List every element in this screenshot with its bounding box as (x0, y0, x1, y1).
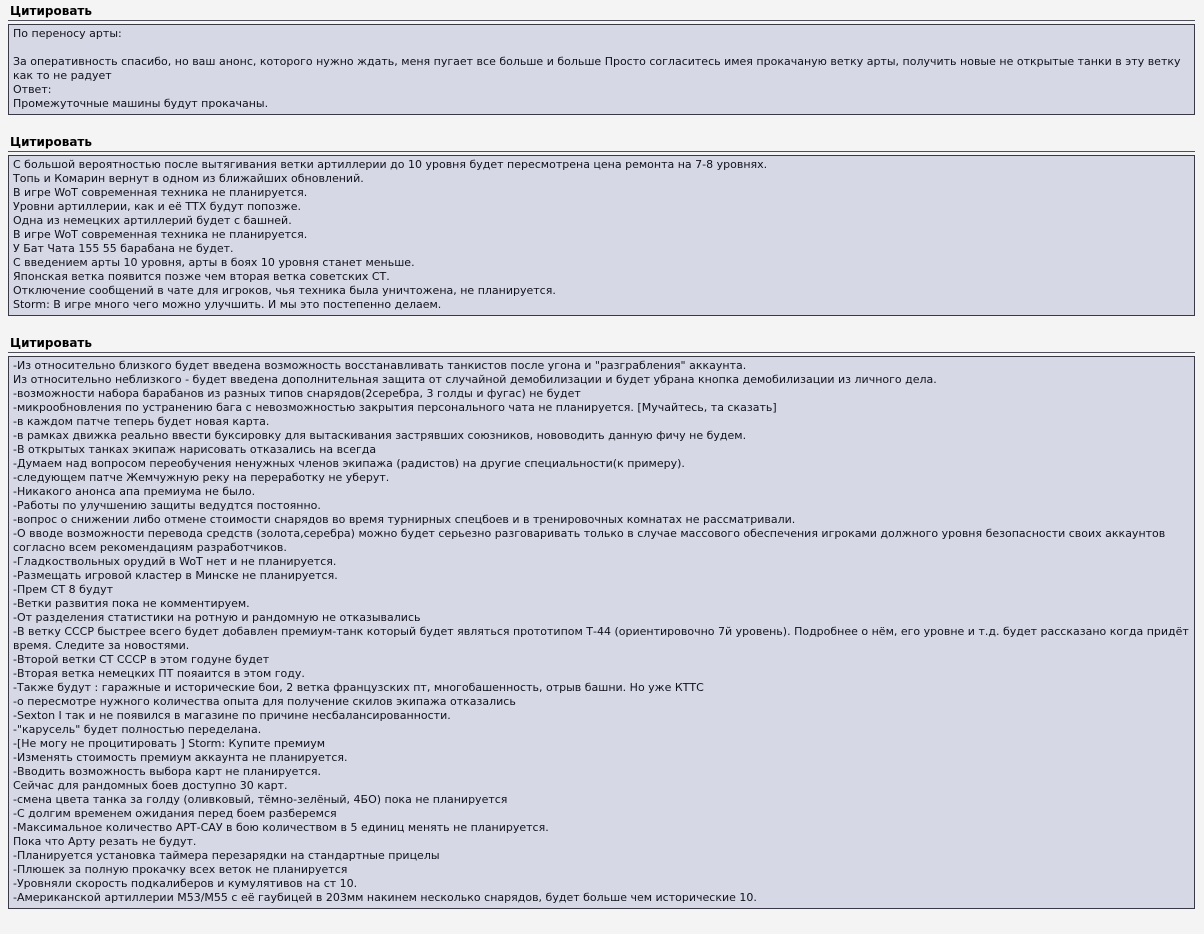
quote-line: -Американской артиллерии М53/М55 с её гаубицей в 203мм накинем несколько снарядов, будет больше чем исторические 10. (13, 891, 757, 904)
quote-header[interactable]: Цитировать (8, 335, 1195, 353)
quote-line: С большой вероятностью после вытягивания ветки артиллерии до 10 уровня будет пересмотрена цена ремонта на 7-8 уровнях. (13, 158, 768, 171)
quote-line: Сейчас для рандомных боев доступно 30 карт. (13, 779, 288, 792)
quote-body (8, 24, 1195, 115)
quote-line: -Размещать игровой кластер в Минске не планируется. (13, 569, 338, 582)
quote-header[interactable]: Цитировать (8, 3, 1195, 21)
quote-line: Ответ: (13, 83, 52, 96)
quote-line: Одна из немецких артиллерий будет с башней. (13, 214, 292, 227)
quote-line: -"карусель" будет полностью переделана. (13, 723, 262, 736)
quote-section-3 (8, 335, 1195, 909)
quote-line: -С долгим временем ожидания перед боем разберемся (13, 807, 337, 820)
quote-line: -Второй ветки СТ СССР в этом годуне будет (13, 653, 270, 666)
quote-line: -Также будут : гаражные и исторические бои, 2 ветка французских пт, многобашенность, отрыв башни. Но уже КТТС (13, 681, 704, 694)
quote-line: -Вводить возможность выбора карт не планируется. (13, 765, 321, 778)
quote-body (8, 356, 1195, 909)
quote-line: -Работы по улучшению защиты ведудтся постоянно. (13, 499, 321, 512)
quote-line: -о пересмотре нужного количества опыта для получение скилов экипажа отказались (13, 695, 516, 708)
quote-line: -В ветку СССР быстрее всего будет добавлен премиум-танк который будет являться прототипом Т-44 (ориентировочно 7й уровень). Подробнее о нём, его уровне и т.д. будет рассказано когда придёт время. Следите за новостями. (13, 625, 1193, 652)
quote-header[interactable]: Цитировать (8, 134, 1195, 152)
quote-body (8, 155, 1195, 316)
quote-line: -в рамках движка реально ввести буксировку для вытаскивания застрявших союзников, нововодить данную фичу не будем. (13, 429, 747, 442)
quote-line: -Ветки развития пока не комментируем. (13, 597, 250, 610)
quote-line: Отключение сообщений в чате для игроков, чья техника была уничтожена, не планируется. (13, 284, 556, 297)
quote-line: Пока что Арту резать не будут. (13, 835, 197, 848)
quote-line: Японская ветка появится позже чем вторая ветка советских СТ. (13, 270, 390, 283)
quote-line: -О вводе возможности перевода средств (золота,серебра) можно будет серьезно разговаривать только в случае массового обеспечения игроками должного уровня безопасности своих аккаунтов согласно всем рекомендациям разработчиков. (13, 527, 1169, 554)
quote-line: -микрообновления по устранению бага с невозможностью закрытия персонального чата не планируется. [Мучайтесь, та сказать] (13, 401, 777, 414)
quote-line: -Вторая ветка немецких ПТ пояаится в этом году. (13, 667, 305, 680)
quote-line: -Гладкоствольных орудий в WoT нет и не планируется. (13, 555, 337, 568)
quote-line: Storm: В игре много чего можно улучшить. И мы это постепенно делаем. (13, 298, 442, 311)
quote-line: -в каждом патче теперь будет новая карта. (13, 415, 270, 428)
quote-line: По переносу арты: (13, 27, 122, 40)
quote-line: -следующем патче Жемчужную реку на переработку не уберут. (13, 471, 390, 484)
quote-line: Промежуточные машины будут прокачаны. (13, 97, 269, 110)
quote-line: -вопрос о снижении либо отмене стоимости снарядов во время турнирных спецбоев и в тренировочных комнатах не рассматривали. (13, 513, 796, 526)
quote-line: С введением арты 10 уровня, арты в боях 10 уровня станет меньше. (13, 256, 415, 269)
quote-line: Топь и Комарин вернут в одном из ближайших обновлений. (13, 172, 364, 185)
quote-line: За оперативность спасибо, но ваш анонс, которого нужно ждать, меня пугает все больше и больше Просто согласитесь имея прокачаную ветку арты, получить новые не открытые танки в эту ветку как то не радует (13, 55, 1185, 82)
quote-line: -смена цвета танка за голду (оливковый, тёмно-зелёный, 4БО) пока не планируется (13, 793, 508, 806)
quote-line: -возможности набора барабанов из разных типов снарядов(2серебра, 3 голды и фугас) не будет (13, 387, 581, 400)
quote-section-1 (8, 3, 1195, 115)
quote-line: -Плюшек за полную прокачку всех веток не планируется (13, 863, 348, 876)
quote-line: -Sexton I так и не появился в магазине по причине несбалансированности. (13, 709, 451, 722)
quote-line: Уровни артиллерии, как и её ТТХ будут попозже. (13, 200, 301, 213)
quote-line: -Уровняли скорость подкалиберов и кумулятивов на ст 10. (13, 877, 358, 890)
quote-line: -Прем СТ 8 будут (13, 583, 113, 596)
quote-section-2 (8, 134, 1195, 316)
quote-line: -Из относительно близкого будет введена возможность восстанавливать танкистов после угона и "разграбления" аккаунта. (13, 359, 747, 372)
quote-line: -От разделения статистики на ротную и рандомную не отказывались (13, 611, 421, 624)
quote-line: -[Не могу не процитировать ] Storm: Купите премиум (13, 737, 326, 750)
quote-line: У Бат Чата 155 55 барабана не будет. (13, 242, 234, 255)
quote-line: -Изменять стоимость премиум аккаунта не планируется. (13, 751, 348, 764)
quote-line (13, 41, 1190, 55)
quote-line: -Думаем над вопросом переобучения ненужных членов экипажа (радистов) на другие специальности(к примеру). (13, 457, 685, 470)
quote-line: Из относительно неблизкого - будет введена дополнительная защита от случайной демобилизации и будет убрана кнопка демобилизации из личного дела. (13, 373, 937, 386)
quote-line: В игре WoT современная техника не планируется. (13, 186, 308, 199)
quote-line: -Планируется установка таймера перезарядки на стандартные прицелы (13, 849, 440, 862)
quote-line: В игре WoT современная техника не планируется. (13, 228, 308, 241)
quote-line: -Никакого анонса апа премиума не было. (13, 485, 256, 498)
quote-line: -Максимальное количество АРТ-САУ в бою количеством в 5 единиц менять не планируется. (13, 821, 549, 834)
quote-line: -В открытых танках экипаж нарисовать отказались на всегда (13, 443, 377, 456)
